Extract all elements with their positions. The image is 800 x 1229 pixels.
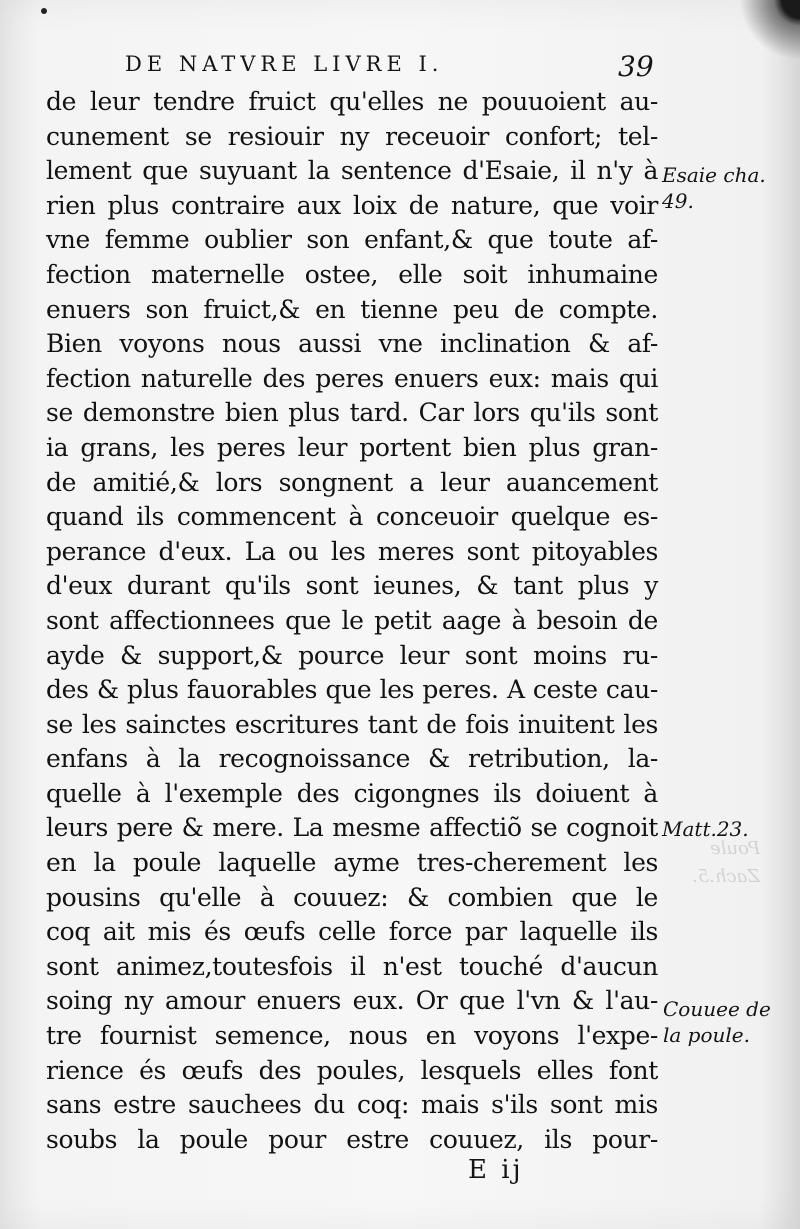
- page-number: 39: [618, 50, 654, 83]
- page-corner-shadow: [730, 0, 800, 70]
- text-line: tre fournist semence, nous en voyons l'expe-: [46, 1021, 658, 1051]
- text-line: vne femme oublier son enfant,& que toute af-: [46, 225, 658, 255]
- text-line: rien plus contraire aux loix de nature, que voir: [46, 190, 658, 220]
- margin-note-line: Couuee de: [663, 997, 771, 1021]
- text-line: fection naturelle des peres enuers eux: mais qui: [46, 363, 658, 393]
- text-line: ia grans, les peres leur portent bien plus gran-: [46, 432, 658, 462]
- text-line: en la poule laquelle ayme tres-cherement les: [46, 848, 658, 878]
- text-line: sont animez,toutesfois il n'est touché d'aucun: [46, 951, 658, 981]
- text-line: coq ait mis és œufs celle force par laquelle ils: [46, 917, 658, 947]
- text-line: sont affectionnees que le petit aage à besoin de: [46, 605, 658, 635]
- margin-note-line: Matt.23.: [662, 817, 749, 841]
- text-line: d'eux durant qu'ils sont ieunes, & tant plus y: [46, 571, 658, 601]
- text-line: se demonstre bien plus tard. Car lors qu'ils sont: [46, 398, 658, 428]
- text-line: lement que suyuant la sentence d'Esaie, il n'y à: [46, 156, 658, 186]
- text-line: soing ny amour enuers eux. Or que l'vn & l'au-: [46, 986, 658, 1016]
- text-line: ayde & support,& pource leur sont moins ru-: [46, 640, 658, 670]
- text-line: leurs pere & mere. La mesme affectiõ se cognoit: [46, 813, 658, 843]
- margin-note-line: Esaie cha.: [662, 163, 766, 187]
- text-line: de amitié,& lors songnent a leur auancement: [46, 467, 658, 497]
- bleed-through-text: Poule: [709, 838, 760, 859]
- text-line: enuers son fruict,& en tienne peu de compte.: [46, 294, 658, 324]
- text-line: cunement se resiouir ny receuoir confort; tel-: [46, 121, 658, 151]
- ink-dot: [41, 8, 47, 14]
- margin-note-line: 49.: [662, 189, 694, 213]
- text-line: perance d'eux. La ou les meres sont pitoyables: [46, 536, 658, 566]
- text-line: rience és œufs des poules, lesquels elles font: [46, 1055, 658, 1085]
- text-line: enfans à la recognoissance & retribution, la-: [46, 744, 658, 774]
- text-line: pousins qu'elle à couuez: & combien que le: [46, 882, 658, 912]
- text-line: quelle à l'exemple des cigongnes ils doiuent à: [46, 778, 658, 808]
- text-line: des & plus fauorables que les peres. A ceste cau-: [46, 675, 658, 705]
- text-line: se les sainctes escritures tant de fois inuitent les: [46, 709, 658, 739]
- text-line: de leur tendre fruict qu'elles ne pouuoient au-: [46, 87, 658, 116]
- signature-mark: E ij: [468, 1155, 524, 1185]
- margin-note-line: la poule.: [663, 1023, 750, 1047]
- text-line: Bien voyons nous aussi vne inclination & af-: [46, 329, 658, 359]
- margin-note-couuee: [663, 996, 771, 1048]
- body-text: [46, 85, 658, 1157]
- text-line: quand ils commencent à conceuoir quelque es-: [46, 502, 658, 532]
- text-line: sans estre sauchees du coq: mais s'ils sont mis: [46, 1090, 658, 1120]
- text-line: soubs la poule pour estre couuez, ils pour-: [46, 1124, 658, 1154]
- running-header: DE NATVRE LIVRE I.: [125, 52, 444, 76]
- margin-note-esaie: [662, 162, 766, 214]
- bleed-through-text: Zach.5.: [692, 866, 760, 887]
- text-line: fection maternelle ostee, elle soit inhumaine: [46, 259, 658, 289]
